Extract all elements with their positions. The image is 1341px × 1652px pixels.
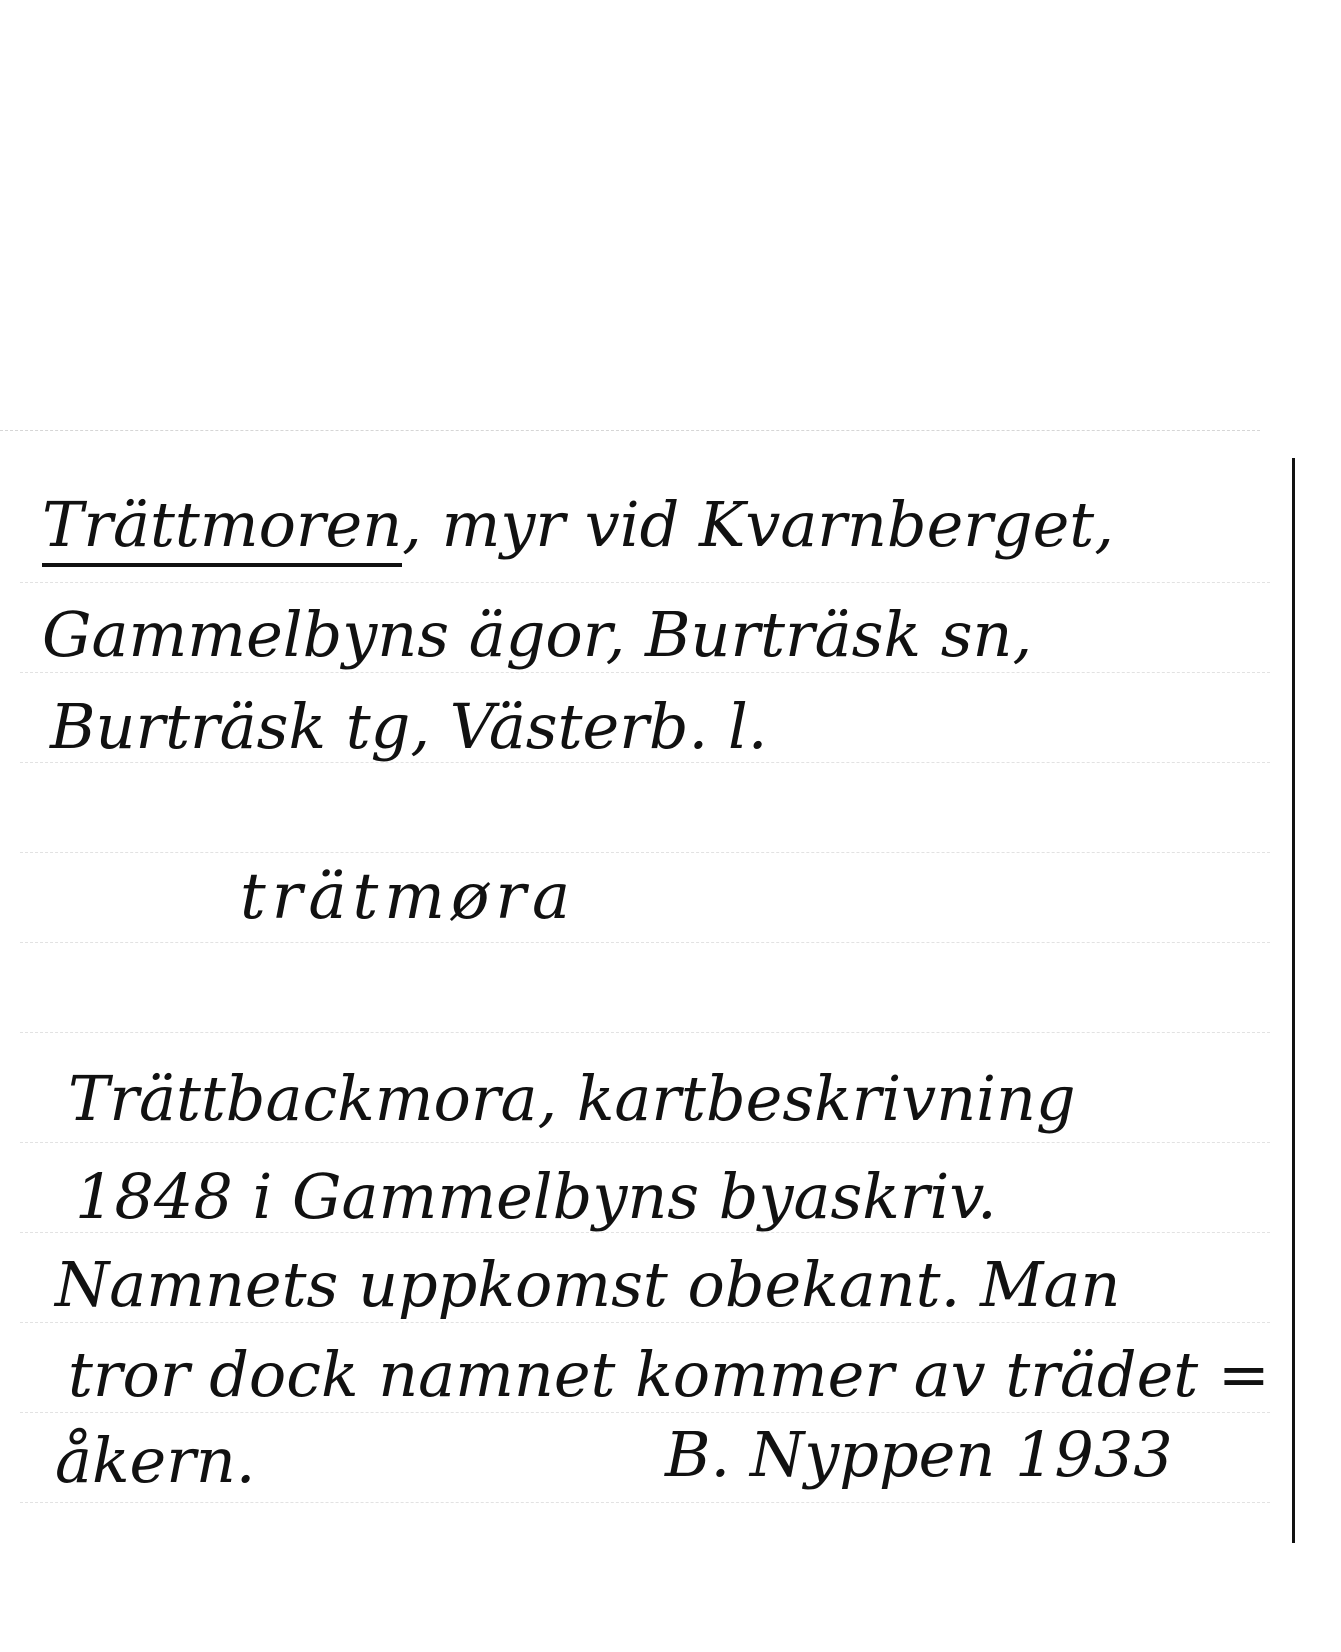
card-line-5: 1848 i Gammelbyns byaskriv. [75,1160,997,1233]
ruled-line [20,1032,1270,1033]
card-top-edge [0,430,1260,431]
card-line-4: Trättbackmora, kartbeskrivning [68,1062,1076,1135]
card-line-2: Gammelbyns ägor, Burträsk sn, [42,598,1033,671]
ruled-line [20,942,1270,943]
card-line-8: åkern. [55,1424,256,1497]
ruled-line [20,1502,1270,1503]
headword-description: , myr vid Kvarnberget, [402,488,1114,561]
ruled-line [20,672,1270,673]
card-line-3: Burträsk tg, Västerb. l. [50,690,768,763]
card-line-1 [42,488,1114,561]
ruled-line [20,852,1270,853]
ruled-line [20,582,1270,583]
ruled-line [20,1412,1270,1413]
signature: B. Nyppen 1933 [665,1418,1173,1491]
headword: Trättmoren [42,488,402,567]
card-line-7: tror dock namnet kommer av trädet = [68,1338,1270,1411]
ruled-line [20,1142,1270,1143]
card-right-border [1292,458,1295,1543]
card-line-6: Namnets uppkomst obekant. Man [55,1248,1121,1321]
ruled-line [20,1322,1270,1323]
phonetic-transcription: trätmøra [240,860,577,934]
